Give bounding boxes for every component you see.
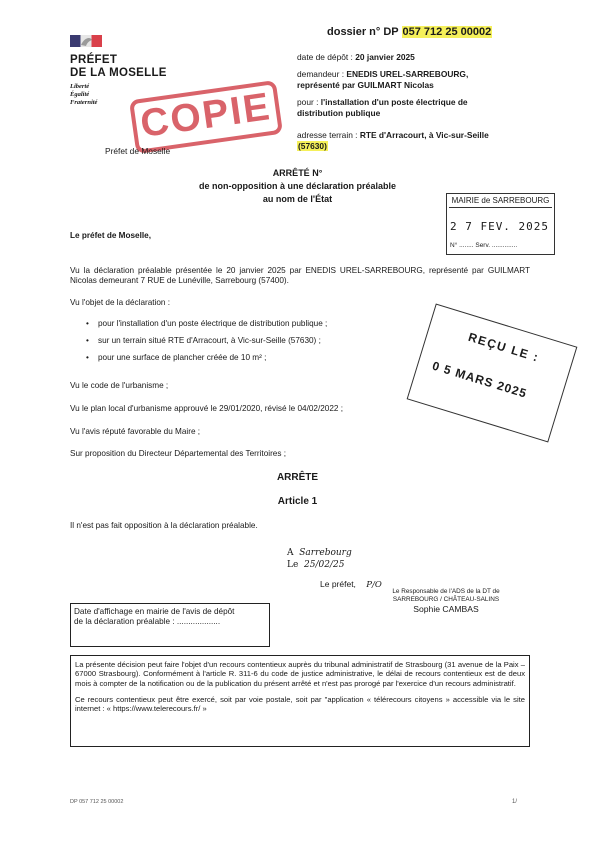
mairie-reception-stamp: MAIRIE de SARREBOURG 2 7 FEV. 2025 N° ........ Serv. .............. [446,193,555,255]
demandeur: demandeur : ENEDIS UREL-SARREBOURG, représenté par GUILMART Nicolas [297,69,469,90]
vu-declaration: Vu la déclaration préalable présentée le 20 janvier 2025 par ENEDIS UREL-SARREBOURG, représenté par GUILMART Nicolas demeurant 7 RUE de Lunéville, Sarrebourg (57400). [70,266,530,286]
article-heading: Article 1 [277,496,318,507]
arrete-subtitle: de non-opposition à une déclaration préalable [198,181,397,191]
sur-proposition: Sur proposition du Directeur Départemental des Territoires ; [70,449,287,458]
vu-plu: Vu le plan local d'urbanisme approuvé le 29/01/2020, révisé le 04/02/2022 ; [70,404,343,413]
recu-stamp-date: 0 5 MARS 2025 [430,358,529,401]
list-item: • sur un terrain situé RTE d'Arracourt, à Vic-sur-Seille (57630) ; [86,336,321,345]
list-item: • pour l'installation d'un poste électrique de distribution publique ; [86,319,328,328]
republic-motto: Liberté Égalité Fraternité [70,83,98,106]
article-text: Il n'est pas fait opposition à la déclaration préalable. [70,521,258,530]
arrete-title: ARRÊTÉ N° [272,168,323,178]
par-ordre-mark: P/O [366,580,382,590]
intro-line: Le préfet de Moselle, [70,231,151,240]
arrete-subtitle-2: au nom de l'État [262,194,333,204]
signature-title: Le préfet, P/O [320,579,382,590]
dossier-number: dossier n° DP 057 712 25 00002 [327,26,492,38]
mairie-stamp-date: 2 7 FEV. 2025 [449,220,550,233]
footer-reference: DP 057 712 25 00002 [70,799,124,805]
arrete-heading: ARRÊTE [276,472,319,483]
objet-pour: pour : l'installation d'un poste électrique de distribution publique [297,97,468,118]
adresse-terrain: adresse terrain : RTE d'Arracourt, à Vic-sur-Seille (57630) [297,130,489,151]
recours-box: La présente décision peut faire l'objet d'un recours contentieux auprès du tribunal administratif de Strasbourg (31 avenue de la Paix – 67000 Strasbourg). Conformément à l'article R. 311-6 du code de justice administrative, le délai de recours contentieux est de deux mois à compter de la notification ou de la publication du présent arrêté et n'est pas prorogé par l'exercice d'un recours administratif. Ce recours contentieux peut être exercé, soit par voie postale, soit par "application « télérecours citoyens » accessible via le site internet : « https://www.telerecours.fr/ » [70,655,530,747]
vu-code-urbanisme: Vu le code de l'urbanisme ; [70,381,169,390]
vu-objet: Vu l'objet de la déclaration : [70,298,171,307]
recu-le-stamp: REÇU LE : 0 5 MARS 2025 [407,304,578,443]
list-item: • pour une surface de plancher créée de 10 m² ; [86,353,267,362]
dossier-number-value: 057 712 25 00002 [402,26,492,38]
footer-page-number: 1/ [512,799,518,805]
affichage-box: Date d'affichage en mairie de l'avis de dépôt de la déclaration préalable : ................... [70,603,270,647]
marianne-flag-logo [70,35,102,47]
prefect-name: PRÉFET DE LA MOSELLE [70,54,167,79]
signatory-label: Préfet de Moselle [105,146,171,156]
date-depot: date de dépôt : 20 janvier 2025 [297,52,415,62]
signatory-name: Sophie CAMBAS [413,604,479,614]
vu-avis-maire: Vu l'avis réputé favorable du Maire ; [70,427,201,436]
copie-stamp: COPIE [129,80,283,154]
signature-block: Le Responsable de l'ADS de la DT de SARREBOURG / CHÂTEAU-SALINS Sophie CAMBAS [381,588,511,614]
signature-place-date: A Sarrebourg Le 25/02/25 [287,548,352,570]
